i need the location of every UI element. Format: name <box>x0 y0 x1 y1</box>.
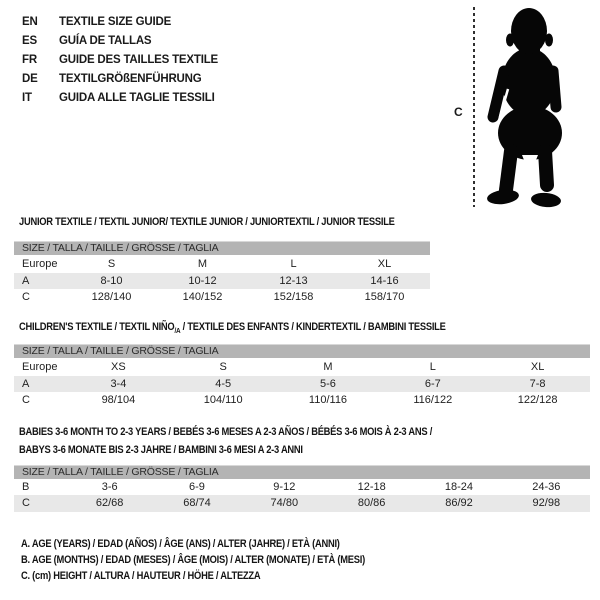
table-cell: 122/128 <box>517 394 558 406</box>
table-cell: 74/80 <box>270 497 299 509</box>
language-label: GUIDE DES TAILLES TEXTILE <box>59 54 218 66</box>
row-label: A <box>22 275 30 287</box>
row-label: Europe <box>22 258 58 270</box>
language-label: TEXTILGRÖßENFÜHRUNG <box>59 73 202 85</box>
table-cell: 116/122 <box>413 394 453 406</box>
toddler-silhouette <box>483 5 579 209</box>
height-measure-dotted-line <box>473 7 475 207</box>
table-cell: 10-12 <box>188 275 217 287</box>
row-label: A <box>22 378 30 390</box>
junior-table-title: JUNIOR TEXTILE / TEXTIL JUNIOR/ TEXTILE JUNIOR / JUNIORTEXTIL / JUNIOR TESSILE <box>19 216 395 228</box>
table-cell: 8-10 <box>100 275 123 287</box>
table-cell: 12-13 <box>279 275 308 287</box>
table-cell: 86/92 <box>445 497 473 509</box>
row-label: B <box>22 481 30 493</box>
language-code: IT <box>22 92 32 104</box>
column-header: M <box>197 258 208 270</box>
table-row <box>14 289 430 305</box>
table-cell: 7-8 <box>529 378 546 390</box>
footnote-b: B. AGE (MONTHS) / EDAD (MESES) / ÂGE (MOIS) / ALTER (MONATE) / ETÀ (MESI) <box>21 554 365 566</box>
row-label: C <box>22 497 30 509</box>
table-cell: 104/110 <box>203 394 243 406</box>
table-cell: 92/98 <box>532 497 561 509</box>
language-label: TEXTILE SIZE GUIDE <box>59 16 172 28</box>
table-cell: 158/170 <box>364 291 405 303</box>
footnote-c: C. (cm) HEIGHT / ALTURA / HAUTEUR / HÖHE / ALTEZZA <box>21 570 261 582</box>
column-header: L <box>290 258 297 270</box>
table-cell: 62/68 <box>95 497 124 509</box>
table-row <box>14 358 590 376</box>
row-label: Europe <box>22 361 58 373</box>
language-row-de <box>22 70 218 89</box>
row-label: C <box>22 394 30 406</box>
table-cell: 98/104 <box>101 394 136 406</box>
table-cell: 14-16 <box>370 275 399 287</box>
language-row-fr <box>22 51 218 70</box>
children-title-sub: /A <box>174 326 181 336</box>
table-cell: 24-36 <box>532 481 561 493</box>
children-title-pre: CHILDREN'S TEXTILE / TEXTIL NIÑO <box>19 321 175 333</box>
junior-size-table <box>14 241 430 305</box>
table-row <box>14 255 430 273</box>
table-cell: 140/152 <box>182 291 223 303</box>
children-size-table <box>14 344 590 408</box>
language-row-en <box>22 13 218 32</box>
column-header: S <box>107 258 116 270</box>
language-label: GUIDA ALLE TAGLIE TESSILI <box>59 92 215 104</box>
language-code: ES <box>22 35 37 47</box>
babies-table-title-line2: BABYS 3-6 MONATE BIS 2-3 JAHRE / BAMBINI 3-6 MESI A 2-3 ANNI <box>19 444 303 456</box>
size-header-band: SIZE / TALLA / TAILLE / GRÖSSE / TAGLIA <box>14 465 590 479</box>
table-row <box>14 376 590 392</box>
column-header: M <box>323 361 333 373</box>
size-header-band: SIZE / TALLA / TAILLE / GRÖSSE / TAGLIA <box>14 241 430 255</box>
table-cell: 152/158 <box>273 291 314 303</box>
table-cell: 68/74 <box>183 497 211 509</box>
language-row-it <box>22 89 218 108</box>
table-cell: 80/86 <box>357 497 386 509</box>
table-cell: 5-6 <box>320 378 336 390</box>
babies-table-title-line1: BABIES 3-6 MONTH TO 2-3 YEARS / BEBÉS 3-6 MESES A 2-3 AÑOS / BÉBÉS 3-6 MOIS À 2-3 ANS / <box>19 426 433 438</box>
figure-measure-label-c: C <box>454 105 463 119</box>
language-code: FR <box>22 54 37 66</box>
table-cell: 110/116 <box>308 394 348 406</box>
table-cell: 128/140 <box>91 291 132 303</box>
table-cell: 18-24 <box>444 481 474 493</box>
babies-size-table <box>14 465 590 512</box>
table-row <box>14 392 590 408</box>
children-title-post: / TEXTILE DES ENFANTS / KINDERTEXTIL / BAMBINI TESSILE <box>180 321 446 333</box>
language-list <box>22 13 218 108</box>
table-cell: 3-4 <box>110 378 127 390</box>
language-row-es <box>22 32 218 51</box>
column-header: XL <box>530 361 545 373</box>
table-cell: 9-12 <box>273 481 296 493</box>
table-cell: 6-7 <box>424 378 441 390</box>
column-header: XS <box>111 361 126 373</box>
table-cell: 3-6 <box>101 481 118 493</box>
table-cell: 6-9 <box>189 481 205 493</box>
table-cell: 4-5 <box>215 378 232 390</box>
table-cell: 12-18 <box>357 481 386 493</box>
column-header: S <box>219 361 227 373</box>
language-code: EN <box>22 16 38 28</box>
table-row <box>14 495 590 512</box>
table-row <box>14 273 430 289</box>
row-label: C <box>22 291 30 303</box>
footnote-a: A. AGE (YEARS) / EDAD (AÑOS) / ÂGE (ANS) / ALTER (JAHRE) / ETÀ (ANNI) <box>21 538 340 550</box>
column-header: XL <box>377 258 392 270</box>
language-label: GUÍA DE TALLAS <box>59 35 152 47</box>
column-header: L <box>429 361 436 373</box>
language-code: DE <box>22 73 38 85</box>
children-table-title <box>19 321 446 337</box>
size-header-band: SIZE / TALLA / TAILLE / GRÖSSE / TAGLIA <box>14 344 590 358</box>
table-row <box>14 479 590 495</box>
